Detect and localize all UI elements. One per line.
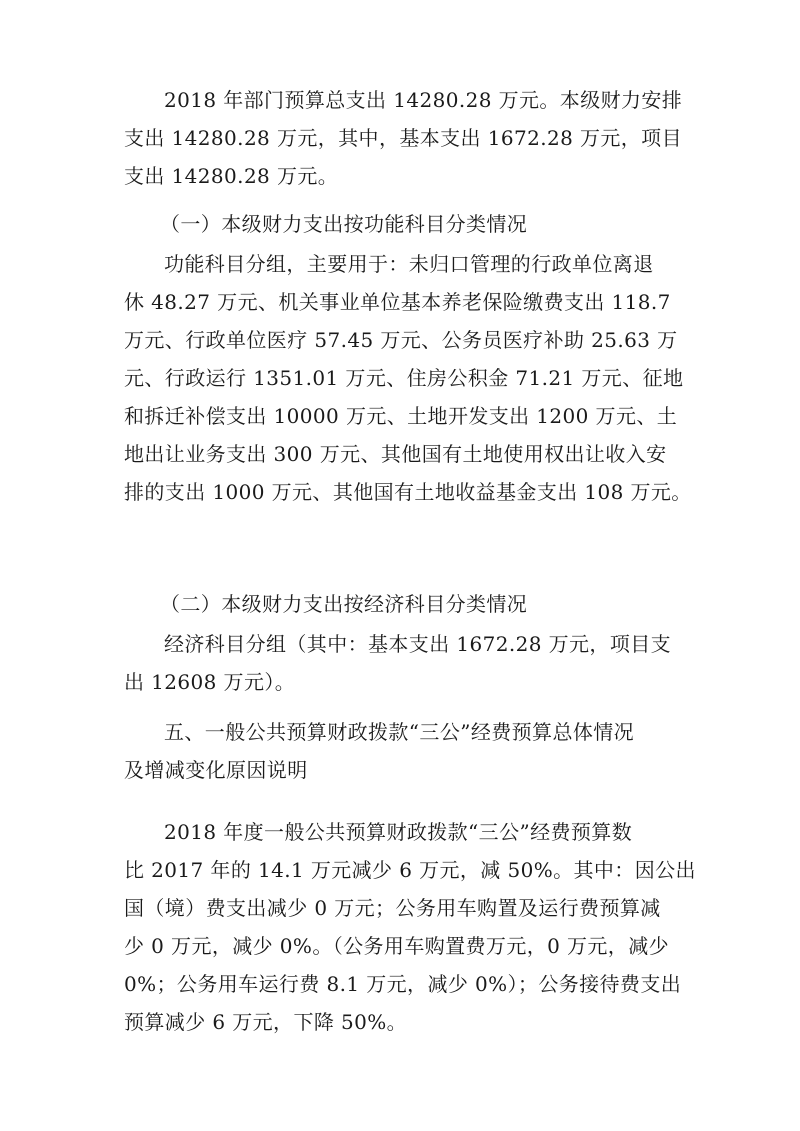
paragraph-1-line-3: 支出 14280.28 万元。: [124, 164, 339, 188]
section-heading-three-public-line-1: 五、一般公共预算财政拨款“三公”经费预算总体情况: [164, 720, 635, 744]
paragraph-2-line-1: 功能科目分组，主要用于：未归口管理的行政单位离退: [164, 252, 654, 276]
paragraph-4-line-5: 0%；公务用车运行费 8.1 万元，减少 0%）；公务接待费支出: [124, 972, 682, 996]
paragraph-4-line-6: 预算减少 6 万元，下降 50%。: [124, 1010, 408, 1034]
paragraph-2-line-5: 和拆迁补偿支出 10000 万元、土地开发支出 1200 万元、土: [124, 404, 678, 428]
section-heading-functional: （一）本级财力支出按功能科目分类情况: [160, 212, 528, 236]
paragraph-1-line-2: 支出 14280.28 万元，其中，基本支出 1672.28 万元，项目: [124, 126, 682, 150]
paragraph-3-line-2: 出 12608 万元）。: [124, 670, 296, 694]
paragraph-2-line-7: 排的支出 1000 万元、其他国有土地收益基金支出 108 万元。: [124, 480, 692, 504]
paragraph-4-line-2: 比 2017 年的 14.1 万元减少 6 万元，减 50%。其中：因公出: [124, 858, 696, 882]
paragraph-4-line-1: 2018 年度一般公共预算财政拨款“三公”经费预算数: [164, 820, 633, 844]
paragraph-2-line-2: 休 48.27 万元、机关事业单位基本养老保险缴费支出 118.7: [124, 290, 671, 314]
paragraph-3-line-1: 经济科目分组（其中：基本支出 1672.28 万元，项目支: [164, 632, 672, 656]
section-heading-three-public-line-2: 及增减变化原因说明: [124, 758, 308, 782]
paragraph-2-line-4: 元、行政运行 1351.01 万元、住房公积金 71.21 万元、征地: [124, 366, 684, 390]
paragraph-4-line-4: 少 0 万元，减少 0%。（公务用车购置费万元，0 万元，减少: [124, 934, 670, 958]
paragraph-1-line-1: 2018 年部门预算总支出 14280.28 万元。本级财力安排: [164, 88, 683, 112]
section-heading-economic: （二）本级财力支出按经济科目分类情况: [160, 592, 528, 616]
paragraph-4-line-3: 国（境）费支出减少 0 万元；公务用车购置及运行费预算减: [124, 896, 661, 920]
paragraph-2-line-3: 万元、行政单位医疗 57.45 万元、公务员医疗补助 25.63 万: [124, 328, 678, 352]
paragraph-2-line-6: 地出让业务支出 300 万元、其他国有土地使用权出让收入安: [124, 442, 667, 466]
